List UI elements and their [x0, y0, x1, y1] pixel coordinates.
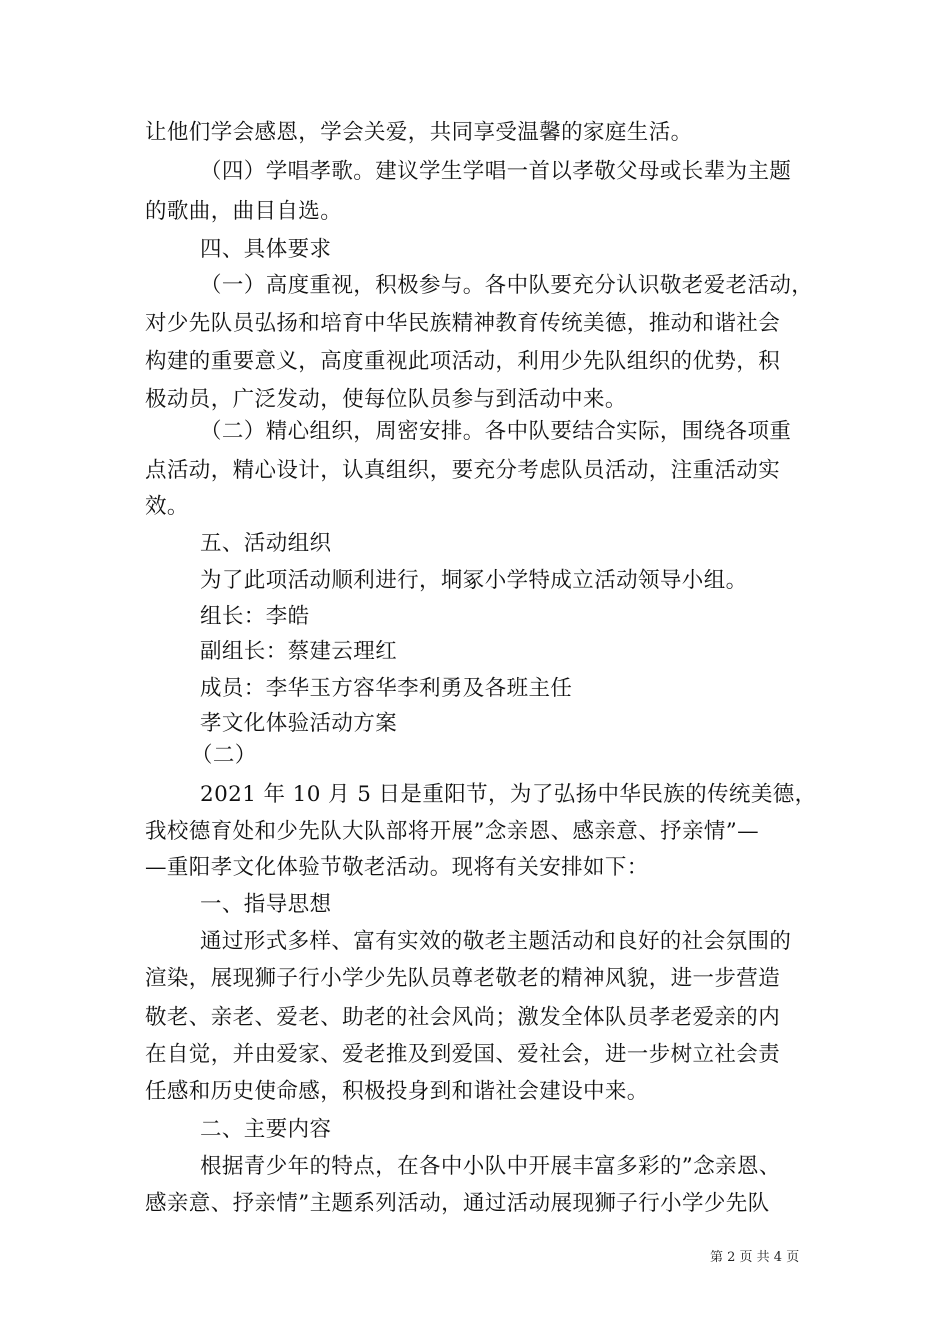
text-line: （四）学唱孝歌。建议学生学唱一首以孝敬父母或长辈为主题: [200, 159, 792, 184]
text-line: 任感和历史使命感，积极投身到和谐社会建设中来。: [145, 1079, 649, 1104]
text-line: 副组长：蔡建云理红: [200, 639, 398, 664]
text-line: 通过形式多样、富有实效的敬老主题活动和良好的社会氛围的: [200, 929, 792, 954]
section-heading: 五、活动组织: [200, 531, 332, 556]
text-line: 组长：李皓: [200, 604, 310, 629]
text-line: 孝文化体验活动方案: [200, 711, 398, 736]
text-line: 为了此项活动顺利进行，垌冢小学特成立活动领导小组。: [200, 568, 748, 593]
text-line: 渲染，展现狮子行小学少先队员尊老敬老的精神风貌，进一步营造: [145, 966, 781, 991]
section-heading: 一、指导思想: [200, 892, 332, 917]
section-heading: 二、主要内容: [200, 1117, 332, 1142]
text-line: 成员：李华玉方容华李利勇及各班主任: [200, 676, 573, 701]
text-line: 极动员，广泛发动，使每位队员参与到活动中来。: [145, 387, 627, 412]
text-line: 效。: [145, 494, 189, 519]
text-line: 感亲意、抒亲情”主题系列活动，通过活动展现狮子行小学少先队: [145, 1191, 770, 1216]
text-line: 根据青少年的特点，在各中小队中开展丰富多彩的”念亲恩、: [200, 1154, 781, 1179]
text-line: 对少先队员弘扬和培育中华民族精神教育传统美德，推动和谐社会: [145, 311, 781, 336]
section-heading: 四、具体要求: [200, 237, 332, 262]
text-line: （二）精心组织，周密安排。各中队要结合实际，围绕各项重: [200, 419, 792, 444]
text-line: —重阳孝文化体验节敬老活动。现将有关安排如下：: [145, 855, 649, 880]
text-line: 敬老、亲老、爱老、助老的社会风尚；激发全体队员孝老爱亲的内: [145, 1005, 781, 1030]
text-line: 2021 年 10 月 5 日是重阳节，为了弘扬中华民族的传统美德，: [200, 782, 817, 807]
text-line: 我校德育处和少先队大队部将开展”念亲恩、感亲意、抒亲情”—: [145, 819, 760, 844]
page-number: 第 2 页 共 4 页: [710, 1250, 800, 1265]
text-line: 的歌曲，曲目自选。: [145, 199, 343, 224]
text-line: （二）: [191, 743, 257, 768]
text-line: 让他们学会感恩，学会关爱，共同享受温馨的家庭生活。: [145, 120, 693, 145]
text-line: 构建的重要意义，高度重视此项活动，利用少先队组织的优势，积: [145, 349, 781, 374]
text-line: （一）高度重视，积极参与。各中队要充分认识敬老爱老活动，: [200, 273, 814, 298]
text-line: 点活动，精心设计，认真组织，要充分考虑队员活动，注重活动实: [145, 458, 781, 483]
text-line: 在自觉，并由爱家、爱老推及到爱国、爱社会，进一步树立社会责: [145, 1042, 781, 1067]
